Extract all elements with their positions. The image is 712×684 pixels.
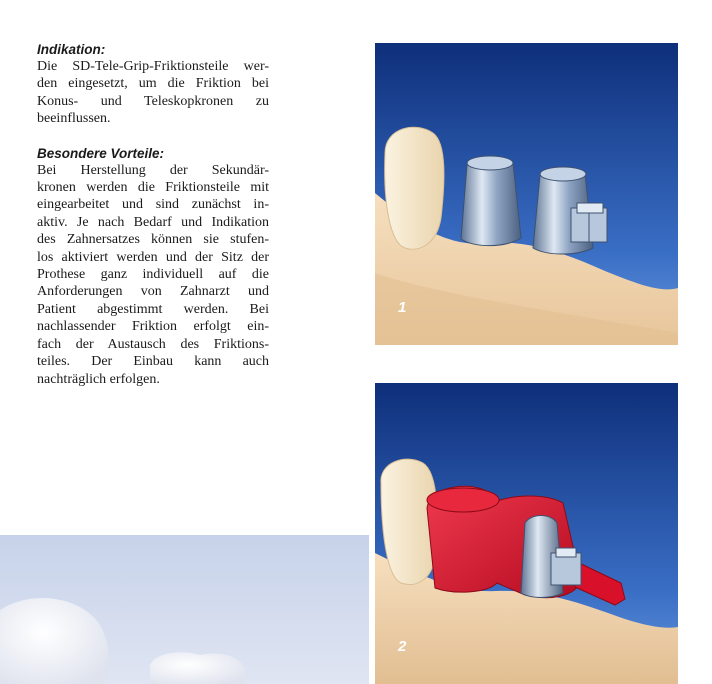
- dental-illustration-2: [375, 383, 678, 684]
- text-line: eingearbeitet und sind zunächst in-: [37, 197, 269, 213]
- text-line: Die SD-Tele-Grip-Friktionsteile wer-: [37, 59, 269, 74]
- text-line: nachträglich erfolgen.: [37, 371, 160, 387]
- text-line: beeinflussen.: [37, 111, 111, 127]
- text-line: kronen werden die Friktionsteile mit: [37, 180, 269, 196]
- text-line: los aktiviert werden und der Sitz der: [37, 249, 269, 265]
- figure-number: 2: [398, 638, 407, 655]
- figure-1-illustration: [375, 43, 678, 345]
- text-line: teiles. Der Einbau kann auch: [37, 354, 269, 370]
- dental-illustration-1: [375, 43, 678, 345]
- text-line: aktiv. Je nach Bedarf und Indikation: [37, 214, 269, 230]
- section-heading-indikation: Indikation:: [37, 42, 106, 57]
- figure-number: 1: [398, 299, 407, 316]
- figure-3-partial-illustration: [0, 535, 369, 684]
- paragraph-indikation: [37, 58, 269, 128]
- figure-2-illustration: [375, 383, 678, 684]
- text-line: fach der Austausch des Friktions-: [37, 336, 269, 352]
- text-line: Konus- und Teleskopkronen zu: [37, 93, 269, 109]
- text-line: nachlassender Friktion erfolgt ein-: [37, 319, 269, 335]
- text-column: [37, 41, 269, 388]
- dental-illustration-3: [0, 535, 369, 684]
- text-line: Prothese ganz individuell auf die: [37, 267, 269, 283]
- paragraph-vorteile: [37, 162, 269, 388]
- text-line: den eingesetzt, um die Friktion bei: [37, 76, 269, 92]
- text-line: Anforderungen von Zahnarzt und: [37, 284, 269, 300]
- section-heading-vorteile: Besondere Vorteile:: [37, 145, 165, 161]
- text-line: des Zahnersatzes können sie stufen-: [37, 232, 269, 248]
- text-line: Bei Herstellung der Sekundär-: [37, 162, 269, 178]
- text-line: Patient abgestimmt werden. Bei: [37, 301, 269, 317]
